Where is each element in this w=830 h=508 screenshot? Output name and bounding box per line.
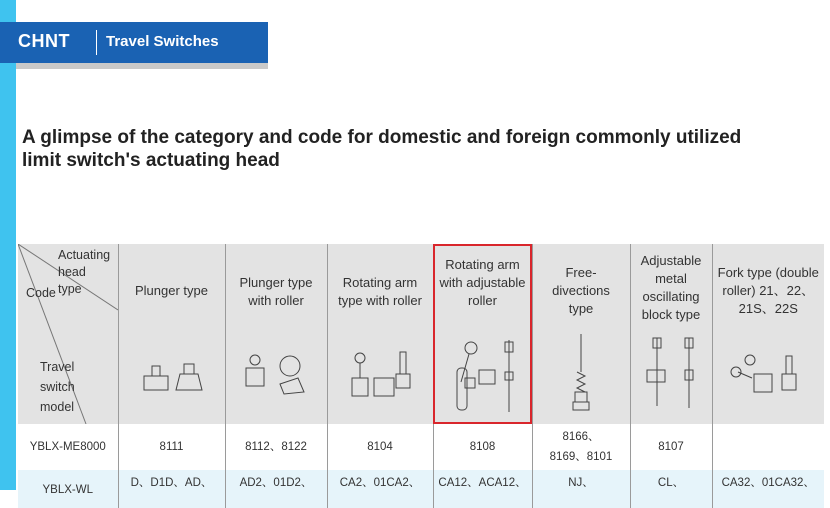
fork-icon (728, 350, 808, 400)
col-label: Plunger type (135, 283, 208, 298)
row-model: YBLX-ME8000 (18, 424, 118, 470)
col-header-adjustable-roller (433, 244, 532, 424)
table-cell: 8112、8122 (225, 424, 327, 470)
col-label: Fork type (double roller) 21、22、21S、22S (717, 265, 819, 316)
plunger-icon (136, 354, 208, 404)
table-cell: CL、 (630, 470, 712, 508)
table-row (18, 470, 824, 508)
col-label: Plunger type with roller (239, 275, 313, 308)
col-header-plunger-roller (225, 244, 327, 424)
col-header-metal-block (630, 244, 712, 424)
travel-switch-model-label: Travel switch model (40, 360, 75, 414)
spring-rod-icon (566, 332, 596, 412)
side-accent-strip (0, 0, 16, 490)
col-header-free-directions (532, 244, 630, 424)
header-divider (96, 30, 97, 55)
col-header-fork (712, 244, 824, 424)
table-cell: 8107 (630, 424, 712, 470)
col-label: Adjustable metal oscillating block type (640, 253, 702, 322)
metal-block-icon (635, 336, 707, 412)
actuating-head-table (18, 244, 824, 508)
plunger-roller-icon (240, 348, 312, 398)
col-label: Rotating arm with adjustable roller (439, 257, 526, 308)
table-cell: 8166、8169、8101 (532, 424, 630, 470)
code-label: Code (26, 286, 56, 300)
brand-logo: CHNT (18, 31, 70, 51)
col-label: Free-divections type (552, 265, 610, 316)
table-cell: 8108 (433, 424, 532, 470)
table-cell: D、D1D、AD、 (118, 470, 225, 508)
table-cell: CA2、01CA2、 (327, 470, 433, 508)
header-shadow (16, 63, 268, 69)
table-cell: 8111 (118, 424, 225, 470)
rotating-arm-icon (344, 348, 416, 404)
header-bar (0, 22, 268, 63)
col-header-plunger (118, 244, 225, 424)
table-cell: CA32、01CA32、 (712, 470, 824, 508)
table-cell: AD2、01D2、 (225, 470, 327, 508)
col-label: Rotating arm type with roller (338, 275, 422, 308)
table-cell: 8104 (327, 424, 433, 470)
table-cell (712, 424, 824, 470)
row-model: YBLX-WL (18, 470, 118, 508)
header-title: Travel Switches (106, 33, 219, 50)
table-row (18, 424, 824, 470)
adjustable-roller-icon (447, 338, 519, 414)
table-cell: CA12、ACA12、 (433, 470, 532, 508)
actuating-head-type-label: Actuating head type (58, 248, 111, 296)
table-cell: NJ、 (532, 470, 630, 508)
page-heading: A glimpse of the category and code for domestic and foreign commonly utilized limit switch's actuating head (22, 127, 742, 171)
col-header-rotating-arm (327, 244, 433, 424)
corner-header-cell (18, 244, 118, 424)
